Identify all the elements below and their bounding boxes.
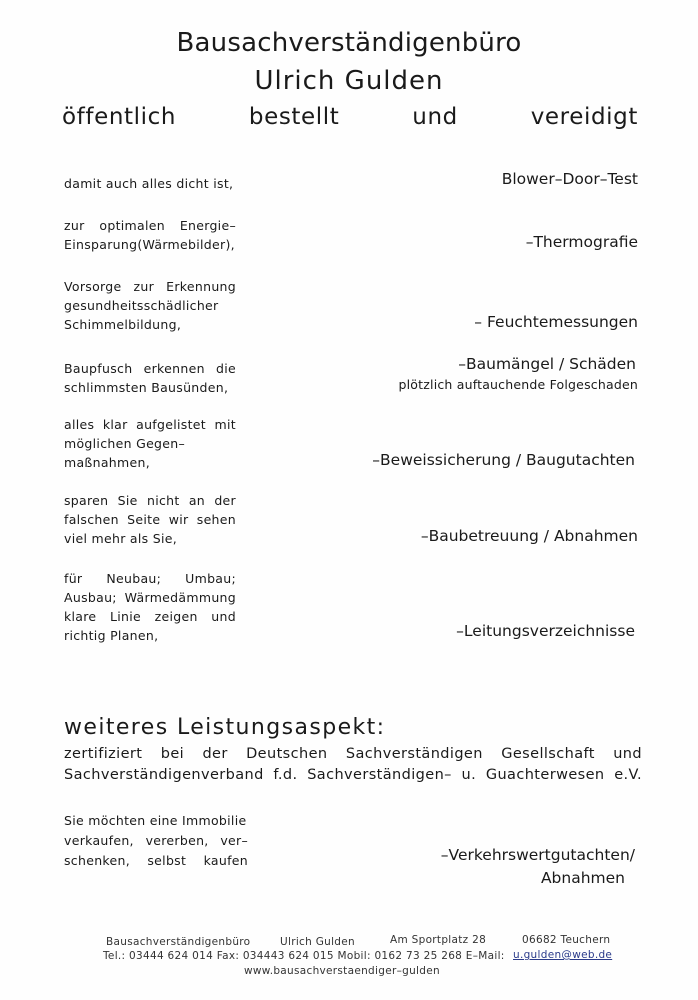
service-title: –Verkehrswertgutachten/ (440, 846, 635, 864)
service-title: –Baubetreuung / Abnahmen (420, 527, 638, 545)
valuation-description: Sie möchten eine Immobilie verkaufen, vererben, ver– schenken, selbst kaufen (64, 813, 248, 868)
service-title: Blower–Door–Test (501, 170, 638, 188)
service-description: Vorsorge zur Erkennung gesundheitsschädlicher Schimmelbildung, (64, 279, 236, 332)
footer-office: Bausachverständigenbüro (106, 936, 251, 948)
service-subtitle: plötzlich auftauchende Folgeschaden (398, 377, 638, 392)
tagline-word: bestellt (248, 104, 340, 130)
certification-text: zertifiziert bei der Deutschen Sachverständigen Gesellschaft und Sachverständigenverband f.d. Sachverständigen– u. Guachterwesen e.V. (64, 746, 642, 783)
service-description: alles klar aufgelistet mit möglichen Gegen– maßnahmen, (64, 417, 236, 470)
tagline-word: und (412, 104, 458, 130)
service-title: –Baumängel / Schäden (458, 355, 636, 373)
office-title: Bausachverständigenbüro (176, 28, 522, 58)
footer-city: 06682 Teuchern (522, 934, 611, 946)
service-description: für Neubau; Umbau; Ausbau; Wärmedämmung klare Linie zeigen und richtig Planen, (64, 571, 236, 643)
service-title: –Thermografie (525, 233, 638, 251)
service-description: damit auch alles dicht ist, (64, 176, 234, 191)
service-description: sparen Sie nicht an der falschen Seite wir sehen viel mehr als Sie, (64, 493, 236, 546)
footer-email-link[interactable]: u.gulden@web.de (513, 949, 613, 961)
tagline-word: vereidigt (530, 104, 638, 130)
footer-website[interactable]: www.bausachverstaendiger–gulden (244, 965, 440, 977)
footer-contact: Tel.: 03444 624 014 Fax: 034443 624 015 Mobil: 0162 73 25 268 E–Mail: (103, 950, 505, 962)
service-description: zur optimalen Energie– Einsparung(Wärmebilder), (64, 218, 236, 252)
service-title: –Beweissicherung / Baugutachten (372, 451, 635, 469)
owner-name: Ulrich Gulden (254, 66, 444, 96)
tagline (62, 104, 638, 130)
footer-street: Am Sportplatz 28 (390, 934, 487, 946)
service-title: –Leitungsverzeichnisse (456, 622, 635, 640)
service-title: – Feuchtemessungen (474, 313, 638, 331)
service-title-continued: Abnahmen (540, 869, 625, 887)
service-description: Baupfusch erkennen die schlimmsten Bausünden, (64, 361, 236, 395)
tagline-word: öffentlich (62, 104, 177, 130)
footer-name: Ulrich Gulden (280, 936, 355, 948)
section-heading: weiteres Leistungsaspekt: (64, 715, 386, 740)
